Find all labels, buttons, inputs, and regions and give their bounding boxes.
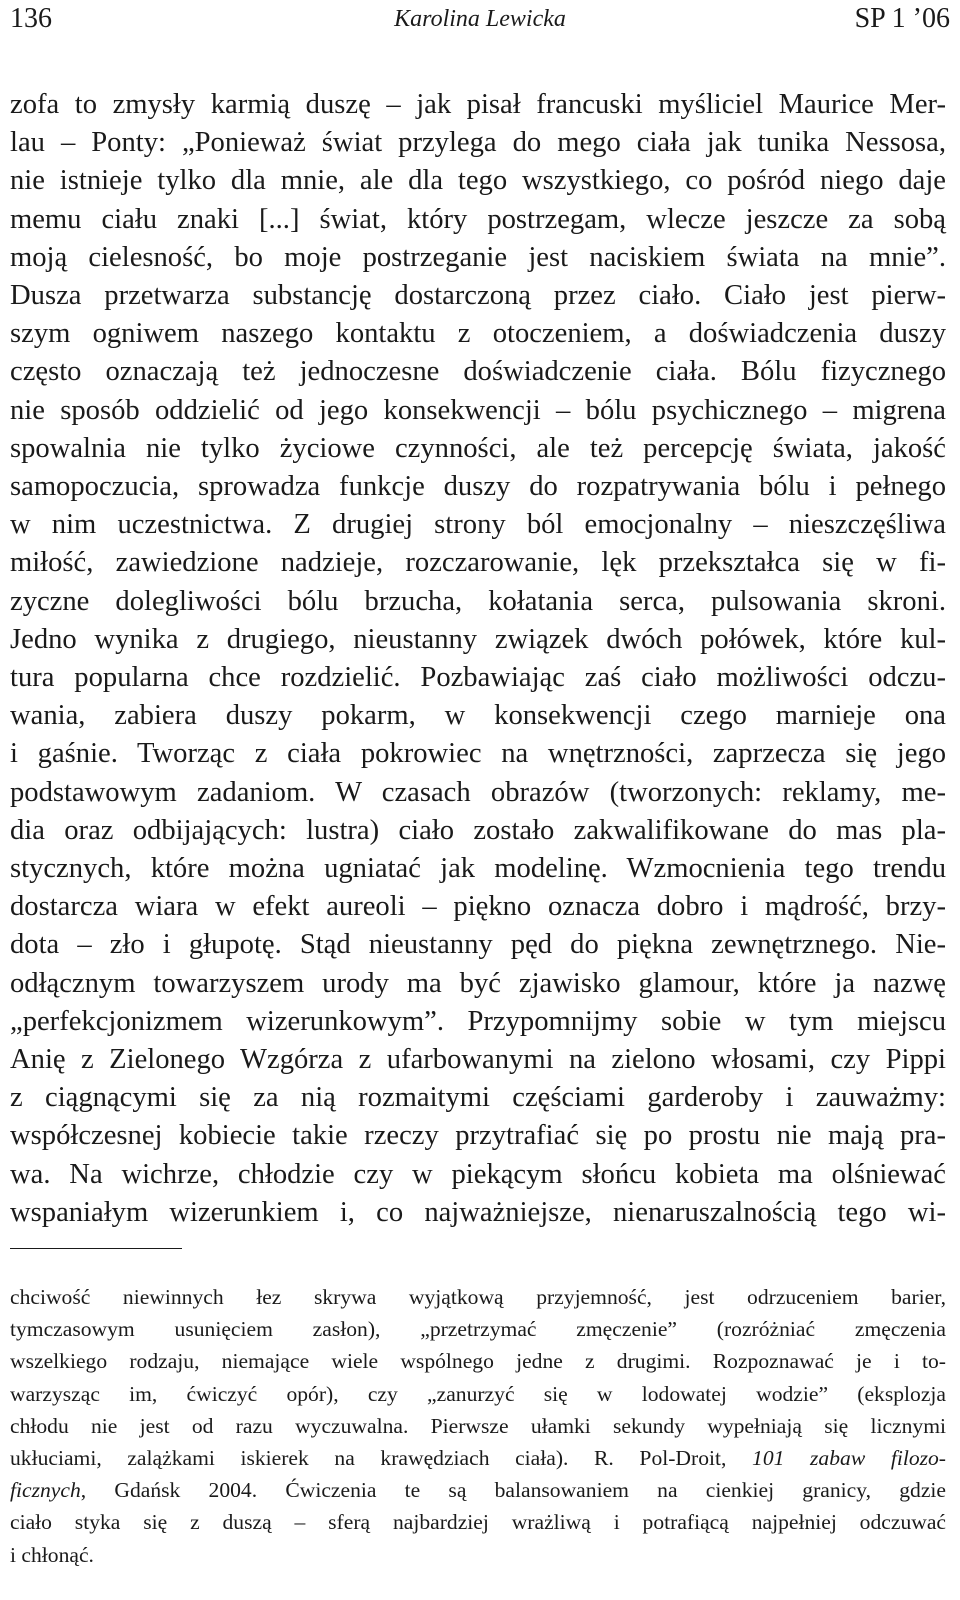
body-line: odłącznym towarzyszem urody ma być zjawisko glamour, które ja nazwę (10, 967, 946, 999)
body-line: z ciągnącymi się za nią rozmaitymi częściami garderoby i zauważmy: (10, 1082, 946, 1114)
body-line: Anię z Zielonego Wzgórza z ufarbowanymi na zielono włosami, czy Pippi (10, 1044, 946, 1076)
footnote-book-title-continued: ficznych (10, 1478, 81, 1503)
footnote-line: chciwość niewinnych łez skrywa wyjątkową przyjemność, jest odrzuceniem barier, (10, 1285, 946, 1309)
body-line: nie istnieje tylko dla mnie, ale dla tego wszystkiego, co pośród niego daje (10, 165, 946, 197)
body-line: nie sposób oddzielić od jego konsekwencji – bólu psychicznego – migrena (10, 394, 946, 426)
footnote-line: tymczasowym usunięciem zasłon), „przetrzymać zmęczenie” (rozróżniać zmęczenia (10, 1317, 946, 1342)
body-line: dia oraz odbijających: lustra) ciało zostało zakwalifikowane do mas pla- (10, 814, 946, 846)
body-line: spowalnia nie tylko życiowe czynności, ale też percepcję świata, jakość (10, 432, 946, 464)
footnote-book-title: 101 zabaw filozo- (752, 1446, 947, 1471)
body-line: podstawowym zadaniom. W czasach obrazów (tworzonych: reklamy, me- (10, 776, 946, 808)
body-line: „perfekcjonizmem wizerunkowym”. Przypomnijmy sobie w tym miejscu (10, 1005, 946, 1037)
body-line: zofa to zmysły karmią duszę – jak pisał francuski myśliciel Maurice Mer- (10, 89, 946, 120)
body-line: dota – zło i głupotę. Stąd nieustanny pęd do piękna zewnętrznego. Nie- (10, 929, 946, 961)
footnote-separator-rule (10, 1248, 182, 1249)
body-line: wspaniałym wizerunkiem i, co najważniejsze, nienaruszalnością tego wi- (10, 1196, 946, 1228)
footnote-line-last: i chłonąć. (10, 1542, 94, 1567)
journal-issue-reference: SP 1 ’06 (854, 3, 950, 34)
body-line: moją cielesność, bo moje postrzeganie jest naciskiem świata na mnie”. (10, 241, 946, 273)
body-line: Jedno wynika z drugiego, nieustanny związek dwóch połówek, które kul- (10, 623, 946, 655)
body-line: dostarcza wiara w efekt aureoli – piękno oznacza dobro i mądrość, brzy- (10, 891, 946, 923)
running-title-author: Karolina Lewicka (394, 6, 566, 32)
body-line: Dusza przetwarza substancję dostarczoną przez ciało. Ciało jest pierw- (10, 280, 946, 312)
footnote-citation-text: ukłuciami, zalążkami iskierek na krawędziach ciała). R. Pol-Droit, (10, 1446, 727, 1471)
body-line: samopoczucia, sprowadza funkcje duszy do rozpatrywania bólu i pełnego (10, 471, 946, 503)
body-line: często oznaczają też jednoczesne doświadczenie ciała. Bólu fizycznego (10, 356, 946, 388)
body-line: miłość, zawiedzione nadzieje, rozczarowanie, lęk przekształca się w fi- (10, 547, 946, 579)
body-line: współczesnej kobiecie takie rzeczy przytrafiać się po prostu nie mają pra- (10, 1120, 946, 1152)
body-line: lau – Ponty: „Ponieważ świat przylega do mego ciała jak tunika Nessosa, (10, 127, 946, 159)
body-line: wania, zabiera duszy pokarm, w konsekwencji czego marnieje ona (10, 700, 946, 732)
body-line: memu ciału znaki [...] świat, który postrzegam, wlecze jeszcze za sobą (10, 203, 946, 235)
footnote-line (10, 1442, 946, 1474)
page-header (10, 0, 950, 40)
footnote-line: wszelkiego rodzaju, niemające wiele wspólnego jedne z drugimi. Rozpoznawać je i to- (10, 1349, 946, 1374)
footnote-line: ciało styka się z duszą – sferą najbardziej wrażliwą i potrafiącą najpełniej odczuwać (10, 1510, 946, 1535)
page-number: 136 (10, 3, 52, 34)
body-line: tura popularna chce rozdzielić. Pozbawiając zaś ciało możliwości odczu- (10, 662, 946, 694)
body-line: zyczne dolegliwości bólu brzucha, kołatania serca, pulsowania skroni. (10, 585, 946, 617)
body-line: stycznych, które można ugniatać jak modelinę. Wzmocnienia tego trendu (10, 853, 946, 885)
body-line: wa. Na wichrze, chłodzie czy w piekącym słońcu kobieta ma olśniewać (10, 1158, 946, 1190)
footnote-citation-rest: , Gdańsk 2004. Ćwiczenia te są balansowaniem na cienkiej granicy, gdzie (80, 1478, 946, 1503)
body-line: szym ogniwem naszego kontaktu z otoczeniem, a doświadczenia duszy (10, 318, 946, 350)
main-text-body (10, 86, 946, 1232)
body-line: w nim uczestnictwa. Z drugiej strony ból emocjonalny – nieszczęśliwa (10, 509, 946, 541)
body-line: i gaśnie. Tworząc z ciała pokrowiec na wnętrzności, zaprzecza się jego (10, 738, 946, 770)
footnote-line: chłodu nie jest od razu wyczuwalna. Pierwsze ułamki sekundy wypełniają się licznymi (10, 1413, 946, 1438)
footnote-line: warzysząc im, ćwiczyć opór), czy „zanurzyć się w lodowatej wodzie” (eksplozja (10, 1381, 946, 1406)
footnote-line (10, 1474, 946, 1506)
footnote-text (10, 1281, 946, 1571)
